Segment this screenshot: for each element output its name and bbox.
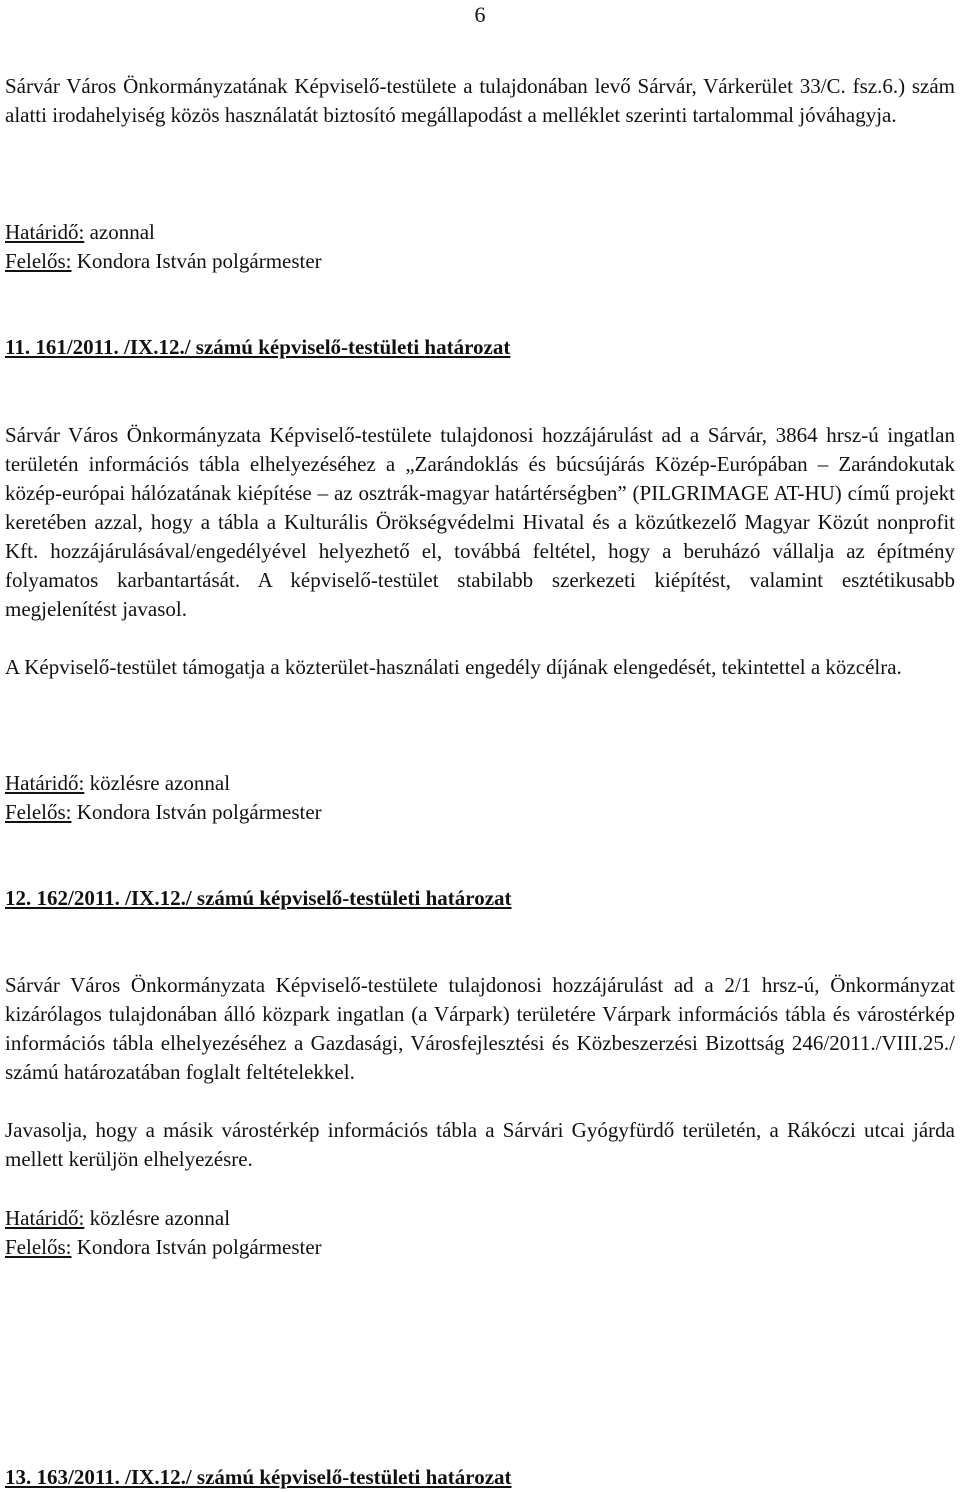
responsible-label: Felelős: [5,800,72,824]
deadline-label: Határidő: [5,220,85,244]
resolution-title-13: 13. 163/2011. /IX.12./ számú képviselő-testületi határozat [5,1465,512,1489]
resolution-12-paragraph-1: Sárvár Város Önkormányzata Képviselő-testülete tulajdonosi hozzájárulást ad a 2/1 hrsz-ú, Önkormányzat kizárólagos tulajdonában álló közpark ingatlan (a Várpark) területére Várpark információs tábla és várostérkép információs tábla elhelyezéséhez a Gazdasági, Városfejlesztési és Közbeszerzési Bizottság 246/2011./VIII.25./ számú határozatában foglalt feltételekkel. [5,973,955,1084]
deadline-label: Határidő: [5,771,85,795]
resolution-11-paragraph-2: A Képviselő-testület támogatja a közterület-használati engedély díjának elengedését, tekintettel a közcélra. [5,655,902,679]
page-number: 6 [474,2,486,27]
deadline-value: azonnal [84,220,155,244]
resolution-11-deadline [5,769,230,798]
responsible-label: Felelős: [5,249,72,273]
intro-deadline [5,218,155,247]
responsible-value: Kondora István polgármester [71,249,322,273]
resolution-12-paragraph-2: Javasolja, hogy a másik várostérkép információs tábla a Sárvári Gyógyfürdő területén, a Rákóczi utcai járda mellett kerüljön elhelyezésre. [5,1118,955,1171]
resolution-title-11: 11. 161/2011. /IX.12./ számú képviselő-testületi határozat [5,335,511,359]
deadline-value: közlésre azonnal [84,771,231,795]
intro-paragraph: Sárvár Város Önkormányzatának Képviselő-testülete a tulajdonában levő Sárvár, Várkerület 33/C. fsz.6.) szám alatti irodahelyiség közös használatát biztosító megállapodást a melléklet szerinti tartalommal jóváhagyja. [5,74,955,127]
resolution-11-paragraph-1: Sárvár Város Önkormányzata Képviselő-testülete tulajdonosi hozzájárulást ad a Sárvár, 3864 hrsz-ú ingatlan területén információs tábla elhelyezéséhez a „Zarándoklás és búcsújárás Közép-Európában – Zarándokutak közép-európai hálózatának kiépítése – az osztrák-magyar határtérségben” (PILGRIMAGE AT-HU) című projekt keretében azzal, hogy a tábla a Kulturális Örökségvédelmi Hivatal és a közútkezelő Magyar Közút nonprofit Kft. hozzájárulásával/engedélyével helyezhető el, továbbá feltétel, hogy a beruházó vállalja az építmény folyamatos karbantartását. A képviselő-testület stabilabb szerkezeti kiépítést, valamint esztétikusabb megjelenítést javasol. [5,423,955,621]
resolution-12-deadline [5,1204,230,1233]
resolution-12-responsible [5,1233,322,1262]
deadline-value: közlésre azonnal [84,1206,231,1230]
deadline-label: Határidő: [5,1206,85,1230]
resolution-11-responsible [5,798,322,827]
resolution-title-12: 12. 162/2011. /IX.12./ számú képviselő-testületi határozat [5,886,512,910]
intro-responsible [5,247,322,276]
responsible-label: Felelős: [5,1235,72,1259]
responsible-value: Kondora István polgármester [71,1235,322,1259]
responsible-value: Kondora István polgármester [71,800,322,824]
